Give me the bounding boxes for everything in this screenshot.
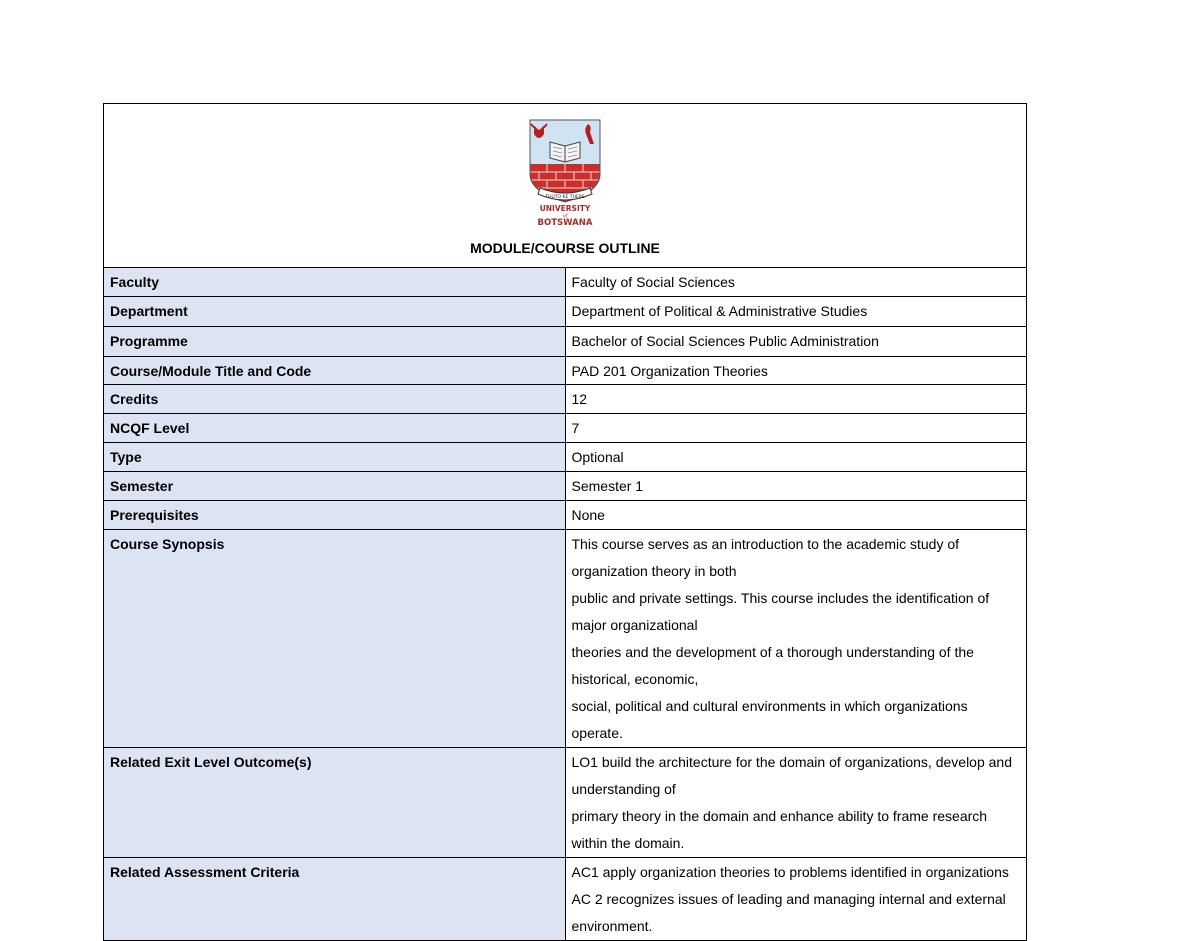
row-label: NCQF Level	[104, 414, 566, 443]
table-row-credits	[104, 385, 1027, 414]
exit-outcome-line: LO1 build the architecture for the domain of organizations, develop and understanding of	[571, 754, 1013, 797]
row-label: Type	[104, 443, 566, 472]
table-row-type	[104, 443, 1027, 472]
row-label: Programme	[104, 327, 566, 357]
synopsis-line: This course serves as an introduction to the academic study of organization theory in both	[571, 536, 960, 579]
assessment-line: AC 2 recognizes issues of leading and managing internal and external environment.	[571, 891, 1006, 934]
row-value: None	[565, 501, 1027, 530]
header-cell	[104, 104, 1027, 268]
row-label: Related Assessment Criteria	[104, 858, 566, 941]
row-label: Course Synopsis	[104, 530, 566, 748]
synopsis-text	[565, 530, 1027, 748]
row-value: Department of Political & Administrative Studies	[565, 297, 1027, 327]
row-value: Semester 1	[565, 472, 1027, 501]
logo-university-text: UNIVERSITY	[539, 204, 591, 213]
row-value: PAD 201 Organization Theories	[565, 357, 1027, 385]
university-logo	[512, 114, 618, 226]
row-label: Department	[104, 297, 566, 327]
row-value: 7	[565, 414, 1027, 443]
exit-outcome-text	[565, 748, 1027, 858]
row-label: Semester	[104, 472, 566, 501]
table-row-prerequisites	[104, 501, 1027, 530]
logo-botswana-text: BOTSWANA	[537, 218, 593, 226]
page-title: MODULE/COURSE OUTLINE	[470, 240, 660, 256]
row-label: Faculty	[104, 268, 566, 297]
table-row-programme	[104, 327, 1027, 357]
assessment-line: AC1 apply organization theories to problems identified in organizations	[571, 864, 1009, 880]
synopsis-line: public and private settings. This course includes the identification of major organizational	[571, 590, 990, 633]
logo-motto-text: THUTO KE THEBE	[545, 195, 585, 200]
table-row-ncqf-level	[104, 414, 1027, 443]
row-label: Credits	[104, 385, 566, 414]
row-value: Optional	[565, 443, 1027, 472]
course-outline-table	[103, 103, 1027, 941]
table-row-faculty	[104, 268, 1027, 297]
row-label: Course/Module Title and Code	[104, 357, 566, 385]
table-row-semester	[104, 472, 1027, 501]
table-row-department	[104, 297, 1027, 327]
row-value: 12	[565, 385, 1027, 414]
table-row-exit-outcome	[104, 748, 1027, 858]
logo-of-text: of	[562, 213, 568, 219]
assessment-text	[565, 858, 1027, 941]
row-value: Faculty of Social Sciences	[565, 268, 1027, 297]
table-row-course-title	[104, 357, 1027, 385]
university-crest-icon	[512, 114, 618, 226]
exit-outcome-line: primary theory in the domain and enhance ability to frame research within the domain.	[571, 808, 988, 851]
row-label: Related Exit Level Outcome(s)	[104, 748, 566, 858]
synopsis-line: theories and the development of a thorough understanding of the historical, economic,	[571, 644, 974, 687]
row-value: Bachelor of Social Sciences Public Administration	[565, 327, 1027, 357]
table-row-assessment	[104, 858, 1027, 941]
row-label: Prerequisites	[104, 501, 566, 530]
table-row-synopsis	[104, 530, 1027, 748]
synopsis-line: social, political and cultural environments in which organizations operate.	[571, 698, 968, 741]
